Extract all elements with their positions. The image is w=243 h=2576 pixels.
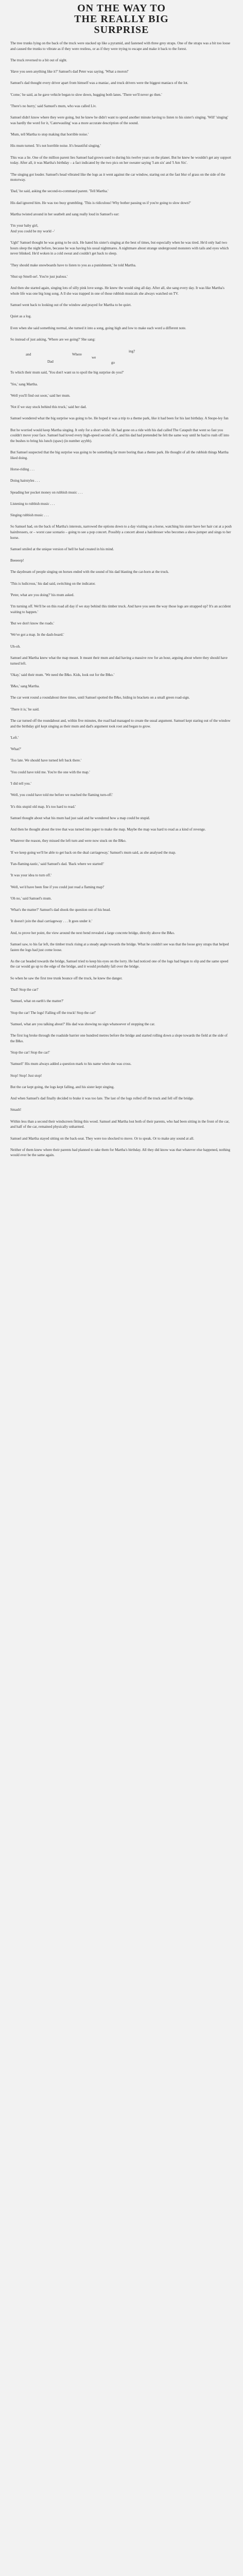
story-paragraph: Horse-riding . . . bbox=[10, 467, 34, 471]
story-paragraph: 'Not if we stay stuck behind this truck,' said her dad. bbox=[10, 405, 87, 410]
story-paragraph: This was a lie. One of the million parent lies Samuel had grown used to during his twelve years on the planet. But he knew he wouldn't get any support today. After all, it was Martha's birthday – a fact indicated by the two pics on her sweater saying 'I am six' and 'I Am Six'. bbox=[10, 155, 231, 165]
story-paragraph: The first log broke through the roadside barrier one hundred metres before the bridge and started rolling down a slope towards the field at the side of the B&o. bbox=[10, 1033, 228, 1043]
story-paragraph: The car went round a roundabout three times, until Samuel spotted the B&o, hiding in brackets on a small green road-sign. bbox=[10, 696, 190, 700]
story-paragraph: But Samuel suspected that the big surprise was going to be something far more boring than a theme park. He thought of all the rubbish things Martha liked doing. bbox=[10, 450, 229, 460]
story-paragraph: And then she started again, singing lots of silly pink love songs. He knew the would sing all day. After all, she sang every day. It was like Martha's whole life was one big long song. A ll she was trapped in one of those rubbish musicals she always watched on TV. bbox=[10, 286, 224, 296]
story-paragraph: Samuel's dad thought every driver apart from himself was a maniac, and truck drivers were the biggest maniacs of the lot. bbox=[10, 81, 188, 86]
story-paragraph: Samuel smiled at the unique version of hell he had created in his mind. bbox=[10, 547, 114, 551]
story-paragraph: Singing rubbish music . . . bbox=[10, 513, 49, 518]
story-paragraph: 'Well, we'd have been fine if you could just read a flaming map!' bbox=[10, 885, 105, 889]
story-paragraph: 'Shut up Smell-ue!. You're just jealous.' bbox=[10, 274, 68, 279]
story-paragraph: The daydream of people singing on horses ended with the sound of his dad blasting the car-horn at the truck. bbox=[10, 570, 169, 574]
story-paragraph: The truck reversed to a bit out of sight. bbox=[10, 58, 67, 62]
story-paragraph: 'This is ludicrous,' his dad said, switching on the indicator. bbox=[10, 581, 96, 586]
story-paragraph: 'Fan-flaming-tastic,' said Samuel's dad. 'Back where we started!' bbox=[10, 861, 104, 866]
story-paragraph: 'The singing got louder. Samuel's head vibrated like the logs as it went against the car window, staring out at the fast blur of grass on the side of the motorway. bbox=[10, 172, 225, 182]
story-paragraph: Samuel saw, to his far left, the timber truck rising at a steady angle towards the bridge. What he couldn't see was that the loose grey straps that helped fasten the logs had just come loose. bbox=[10, 942, 229, 952]
story-paragraph: 'Mum, tell Martha to stop making that horrible noise.' bbox=[10, 132, 89, 137]
story-paragraph: Whatever the reason, they missed the left turn and were now stuck on the B&o. bbox=[10, 839, 127, 843]
story-paragraph: 'I did tell you.' bbox=[10, 781, 31, 786]
story-paragraph: And when Samuel's dad finally decided to brake it was too late. The last of the logs rolled off the truck and fell off the bridge. bbox=[10, 1096, 194, 1101]
story-paragraph: Uh-oh. bbox=[10, 644, 21, 649]
story-text-part-1 bbox=[10, 41, 233, 343]
story-paragraph: Samuel wondered what the big surprise was going to be. He hoped it was a trip to a theme park, like it had been for his last birthday. A Snope-ley fun bbox=[10, 416, 229, 421]
song-word: ing? bbox=[129, 349, 135, 354]
song-word: and bbox=[26, 352, 31, 357]
story-paragraph: 'Dad! Stop the car!' bbox=[10, 987, 39, 992]
story-paragraph: 'But we don't know the roads.' bbox=[10, 621, 55, 626]
story-paragraph: 'Ugh!' Samuel thought he was going to be sick. He hated his sister's singing at the best of times, but especially when he was tired. He'd only had two hours sleep the night before, because he was having his usual nightmares. A nightmare about strange underground monsters with tails and eyes which never blinked. He'd woken in a cold sweat and couldn't get back to sleep. bbox=[10, 241, 229, 256]
story-paragraph: 'There it is,' he said. bbox=[10, 707, 40, 711]
story-paragraph: 'Samuel!' His mum always added a question mark to his name when she was cross. bbox=[10, 1062, 132, 1066]
story-paragraph: 'We've got a map. In the dash-board.' bbox=[10, 633, 64, 637]
story-paragraph: Samuel went back to looking out of the window and prayed for Martha to be quiet. bbox=[10, 303, 132, 308]
song-word: we bbox=[92, 355, 96, 360]
story-paragraph: 'They should make snowboards have to listen to you as a punishment,' he told Martha. bbox=[10, 263, 136, 267]
story-paragraph: Neither of them knew where their parents had planned to take them for Martha's birthday. All they did know was that whatever else happened, nothing would ever be the same again. bbox=[10, 1147, 231, 1158]
story-paragraph: 'Oh no,' said Samuel's mum. bbox=[10, 896, 52, 901]
story-paragraph: 'Samuel, what are you talking about?' His dad was showing no sign whatsoever of stopping the car. bbox=[10, 1022, 155, 1026]
song-word: Dad bbox=[47, 360, 54, 364]
story-paragraph: Stop! Stop! Just stop! bbox=[10, 1073, 42, 1078]
song-word: go bbox=[111, 361, 115, 365]
story-paragraph: Smash! bbox=[10, 1108, 22, 1112]
story-paragraph: 'Samuel, what on earth's the matter?' bbox=[10, 999, 64, 1004]
story-paragraph: 'B&o,' sang Martha. bbox=[10, 684, 40, 689]
story-paragraph: 'I'm your baby girl, And you could be my world –' bbox=[10, 224, 55, 233]
story-paragraph: Quiet as a log. bbox=[10, 314, 31, 319]
story-paragraph: 'If we keep going we'll be able to get back on the dual carriageway,' Samuel's mum said, as she analysed the map. bbox=[10, 850, 176, 855]
story-paragraph: 'Left.' bbox=[10, 735, 19, 740]
story-paragraph: And, to prove her point, the view around the next bend revealed a large concrete bridge, directly above the B&o. bbox=[10, 930, 175, 935]
story-paragraph: 'It doesn't join the dual carriageway . . . It goes under it.' bbox=[10, 919, 93, 924]
story-paragraph: 'Have you seen anything like it?' Samuel's dad Peter was saying. 'What a moron!' bbox=[10, 70, 129, 74]
story-paragraph: 'What?' bbox=[10, 747, 22, 752]
story-page bbox=[10, 0, 233, 1158]
story-paragraph: Speading her pocket money on rubbish music . . . bbox=[10, 490, 83, 495]
story-paragraph: But the car kept going, the logs kept falling, and his sister kept singing. bbox=[10, 1084, 115, 1089]
story-paragraph: The tree trunks lying on the back of the truck were stacked up like a pyramid, and fastened with three grey straps. One of the straps was a bit too loose and caused the trunks to vibrate as if they were restless, or as if they were trying to escape and make it back to the forest. bbox=[10, 41, 231, 51]
story-title bbox=[10, 3, 233, 36]
story-paragraph: 'Stop the car! Stop the car!' bbox=[10, 1050, 50, 1055]
story-paragraph: 'Peter, what are you doing?' his mum asked. bbox=[10, 592, 75, 597]
story-paragraph: And then he thought about the tree that was turned into paper to make the map. Maybe the map was hard to read as a kind of revenge. bbox=[10, 827, 206, 832]
story-paragraph: His dad ignored him. He was too busy grumbling. 'This is ridiculous! Why bother passing us if you're going to slow down?' bbox=[10, 200, 191, 205]
story-paragraph: So Samuel had, on the back of Martha's interests, narrowed the options down to a day visiting on a horse, watching his sister have her hair cut at a posh hairdressers, or – worst case scenario – going to see a pop concert. Possibly a concert about a hairdresser who becomes a show-jumper and sings to her horse. bbox=[10, 524, 232, 540]
story-paragraph: 'I'm turning off. We'll be on this road all day if we stay behind this timber truck. And have you seen the way those logs are strapped up? It's an accident waiting to happen.' bbox=[10, 604, 231, 614]
story-paragraph: Samuel thought about what his mum had just said and he wondered how a map could be stupid. bbox=[10, 816, 150, 820]
story-paragraph: 'Well, you could have told me before we reached the flaming turn-off.' bbox=[10, 793, 113, 798]
story-paragraph: His mum turned. 'It's not horrible noise. It's beautiful singing.' bbox=[10, 144, 101, 148]
story-paragraph: Martha twisted around in her seatbelt and sang really loud in Samuel's ear: bbox=[10, 212, 119, 217]
story-paragraph: 'Yes,' sang Martha. bbox=[10, 382, 38, 386]
title-line: THE REALLY BIG bbox=[74, 13, 169, 25]
story-paragraph: 'Come,' he said, as he gave vehicle began to slow down, hugging both lanes. 'There we'll never go then.' bbox=[10, 92, 162, 97]
story-paragraph: 'It's this stupid old map. It's too hard to read.' bbox=[10, 804, 76, 809]
story-paragraph: So instead of just asking, 'Where are we going?' She sang: bbox=[10, 337, 96, 342]
story-paragraph: 'Okay,' said their mum. 'We need the B&o. Kids, look out for the B&o.' bbox=[10, 672, 114, 677]
story-paragraph: So when he saw the first tree trunk bounce off the truck, he knew the danger. bbox=[10, 976, 123, 980]
story-paragraph: Samuel didn't know where they were going, but he knew he didn't want to spend another minute having to listen to his sister's singing. 'Will' 'singing' was hardly the word for it, 'Caterwauling' was a more accurate description of the sound. bbox=[10, 115, 228, 125]
story-paragraph: Beeeeep! bbox=[10, 558, 24, 563]
song-word: Where bbox=[72, 352, 82, 357]
title-line: ON THE WAY TO bbox=[77, 3, 166, 14]
story-paragraph: 'Well you'll find out soon,' said her mum. bbox=[10, 393, 71, 398]
story-paragraph: As the car headed towards the bridge, Samuel tried to keep his eyes on the lorry. He had noticed one of the logs had begun to slip and the same speed the car would go up to the edge of the bridge, and it would probably fall over the bridge. bbox=[10, 959, 229, 969]
story-paragraph: 'Stop the car! The logs! Falling off the truck! Stop the car!' bbox=[10, 1010, 96, 1015]
story-paragraph: Within less than a second their windscreen fitting this wood. Samuel and Martha lost both of their parents, who had been sitting in the front of the car, and half of the car, remained physically unharmed. bbox=[10, 1119, 230, 1129]
story-paragraph: Doing hairstyles . . . bbox=[10, 479, 40, 483]
story-paragraph: Even when she said something normal, she turned it into a song, going high and low to make each word a different note. bbox=[10, 326, 186, 330]
story-paragraph: Listening to rubbish music . . . bbox=[10, 501, 55, 506]
story-paragraph: Samuel and Martha knew what the map meant. It meant their mum and dad having a massive row for an hour, arguing about where they should have turned left. bbox=[10, 655, 228, 666]
story-paragraph: 'It was your idea to turn off.' bbox=[10, 873, 52, 878]
story-paragraph: 'Dad,' he said, asking the second-to-command parent. 'Tell Martha.' bbox=[10, 189, 109, 194]
title-line: SURPRISE bbox=[94, 24, 149, 36]
story-paragraph: To which their mum said, 'You don't want us to spoil the big surprise do you?' bbox=[10, 370, 124, 375]
song-lyrics bbox=[10, 348, 233, 367]
story-paragraph: 'There's no hurry,' said Samuel's mum, who was called Liv. bbox=[10, 104, 97, 108]
story-paragraph: 'What's the matter?' Samuel's dad shook the question out of his head. bbox=[10, 908, 111, 912]
story-paragraph: Samuel and Martha stayed sitting on the back-seat. They were too shocked to move. Or to speak. Or to make any sound at all. bbox=[10, 1136, 195, 1141]
story-paragraph: 'Too late. We should have turned left back there.' bbox=[10, 758, 82, 763]
story-paragraph: The car turned off the roundabout and, within five minutes, the road had managed to create the usual argument. Samuel kept staring out of the window and the birthday girl kept singing as their mum and dad's argument took root and began to grow. bbox=[10, 718, 231, 728]
story-paragraph: But he worried would keep Martha singing. It only for a short while. He had gone on a ride with his dad called The Catapult that went so fast you couldn't move your face. Samuel had loved every high-speed second of it, and his dad had pretended he felt the same way until he had to rush off into the bushes to bring his lunch (spaw) (in number ayybb). bbox=[10, 428, 230, 443]
story-paragraph: 'You could have told me. You're the one with the map.' bbox=[10, 770, 90, 774]
story-text-part-2 bbox=[10, 370, 233, 1158]
